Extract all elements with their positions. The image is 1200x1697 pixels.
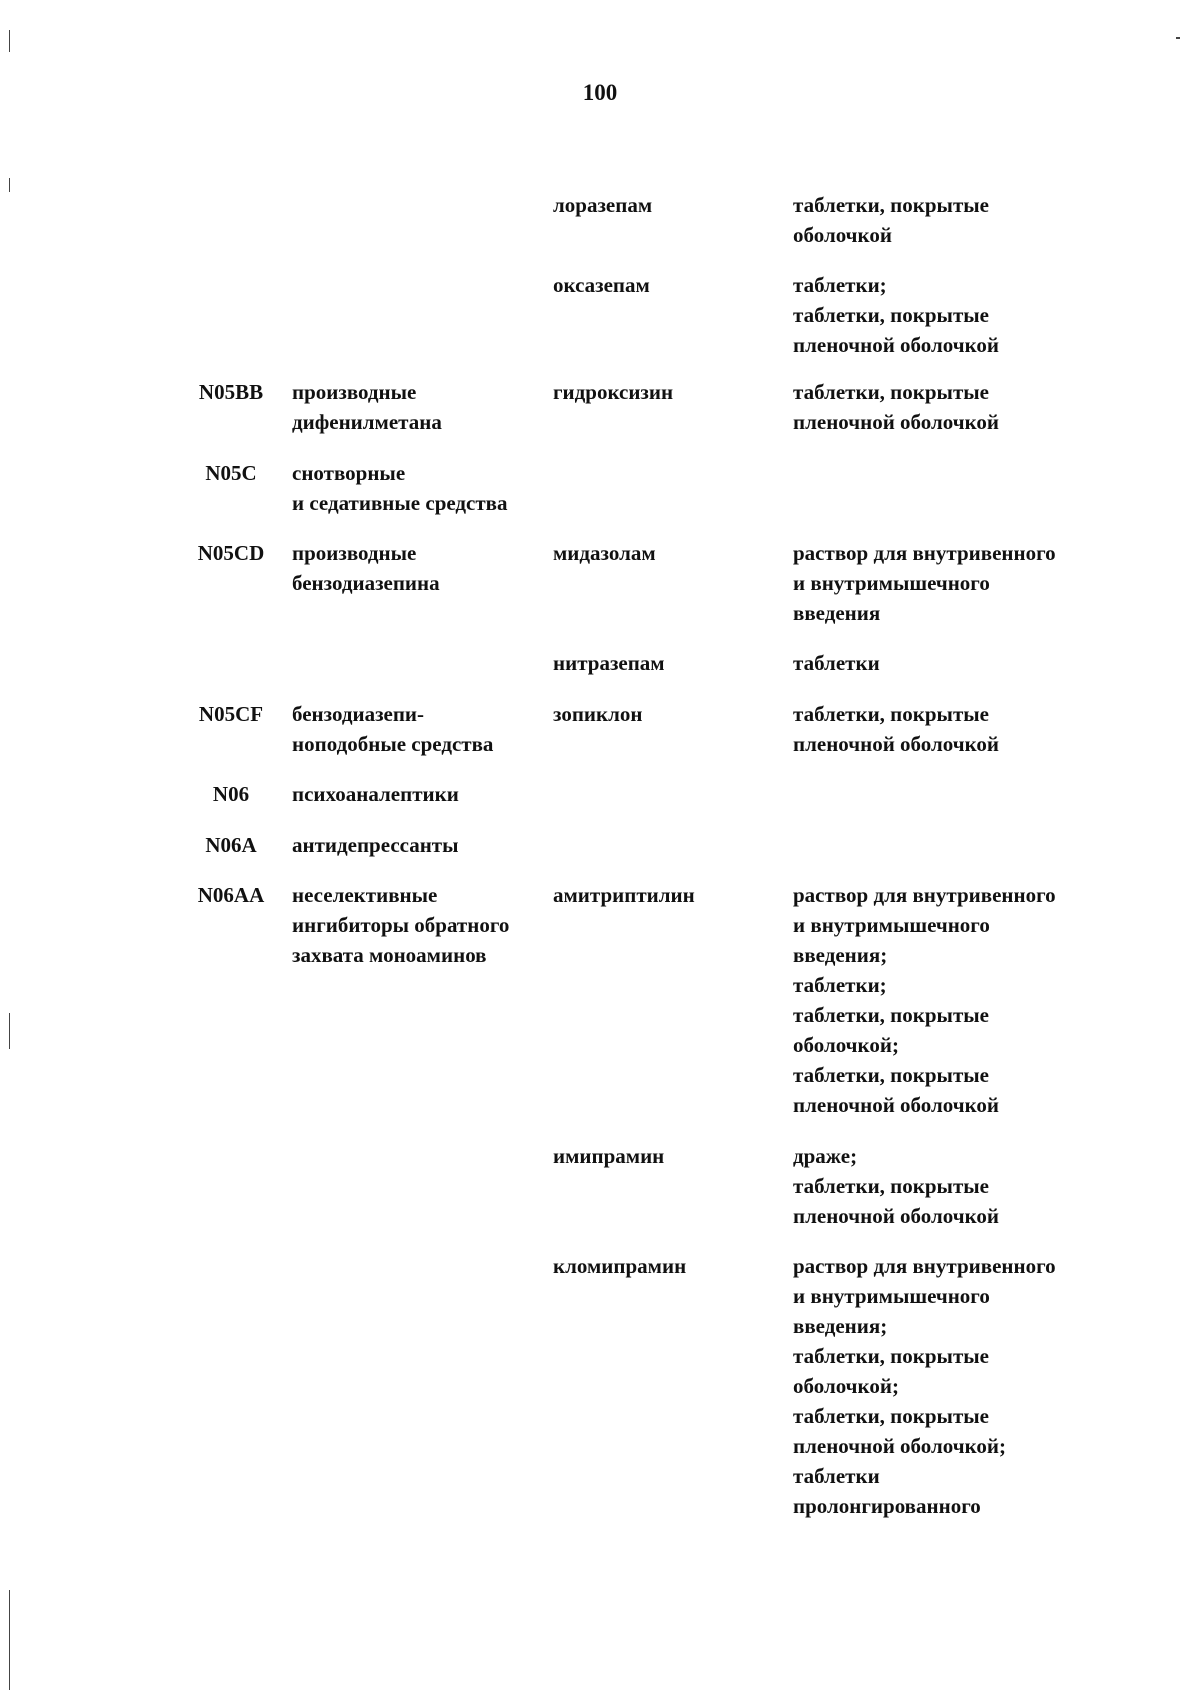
dosage-form: таблетки; таблетки, покрытые пленочной оболочкой [793,273,1000,357]
drug-name: гидроксизин [553,380,674,404]
dosage-form: драже; таблетки, покрытые пленочной оболочкой [793,1144,1000,1228]
atc-code: N05CD [197,541,265,565]
scan-edge-mark [9,1590,10,1690]
dosage-form: раствор для внутривенного и внутримышечного введения; таблетки, покрытые оболочкой; таблетки, покрытые пленочной оболочкой; таблетки пролонгированного [793,1254,1056,1518]
dosage-form: раствор для внутривенного и внутримышечного введения; таблетки; таблетки, покрытые оболочкой; таблетки, покрытые пленочной оболочкой [793,883,1056,1117]
pharmacological-group: бензодиазепи- ноподобные средства [292,702,494,756]
atc-code: N06AA [197,883,265,907]
drug-name: имипрамин [553,1144,665,1168]
scan-edge-mark [9,178,10,192]
scan-edge-mark [9,1013,10,1049]
atc-code: N05C [205,461,257,485]
page-number: 100 [582,80,618,105]
dosage-form: раствор для внутривенного и внутримышечного введения [793,541,1056,625]
drug-name: нитразепам [553,651,665,675]
dosage-form: таблетки, покрытые пленочной оболочкой [793,702,1000,756]
dosage-form: таблетки, покрытые оболочкой [793,193,989,247]
drug-name: кломипрамин [553,1254,687,1278]
atc-code: N06 [212,782,250,806]
pharmacological-group: снотворные и седативные средства [292,461,508,515]
atc-code: N06A [205,833,257,857]
pharmacological-group: психоаналептики [292,782,459,806]
scan-edge-mark [1176,37,1180,39]
drug-name: зопиклон [553,702,643,726]
pharmacological-group: производные дифенилметана [292,380,442,434]
dosage-form: таблетки [793,651,880,675]
pharmacological-group: антидепрессанты [292,833,459,857]
drug-name: амитриптилин [553,883,695,907]
dosage-form: таблетки, покрытые пленочной оболочкой [793,380,1000,434]
drug-name: лоразепам [553,193,653,217]
pharmacological-group: производные бензодиазепина [292,541,440,595]
drug-name: оксазепам [553,273,650,297]
atc-code: N05CF [198,702,264,726]
pharmacological-group: неселективные ингибиторы обратного захвата моноаминов [292,883,510,967]
atc-code: N05BB [198,380,264,404]
drug-name: мидазолам [553,541,656,565]
scan-edge-mark [9,30,10,52]
